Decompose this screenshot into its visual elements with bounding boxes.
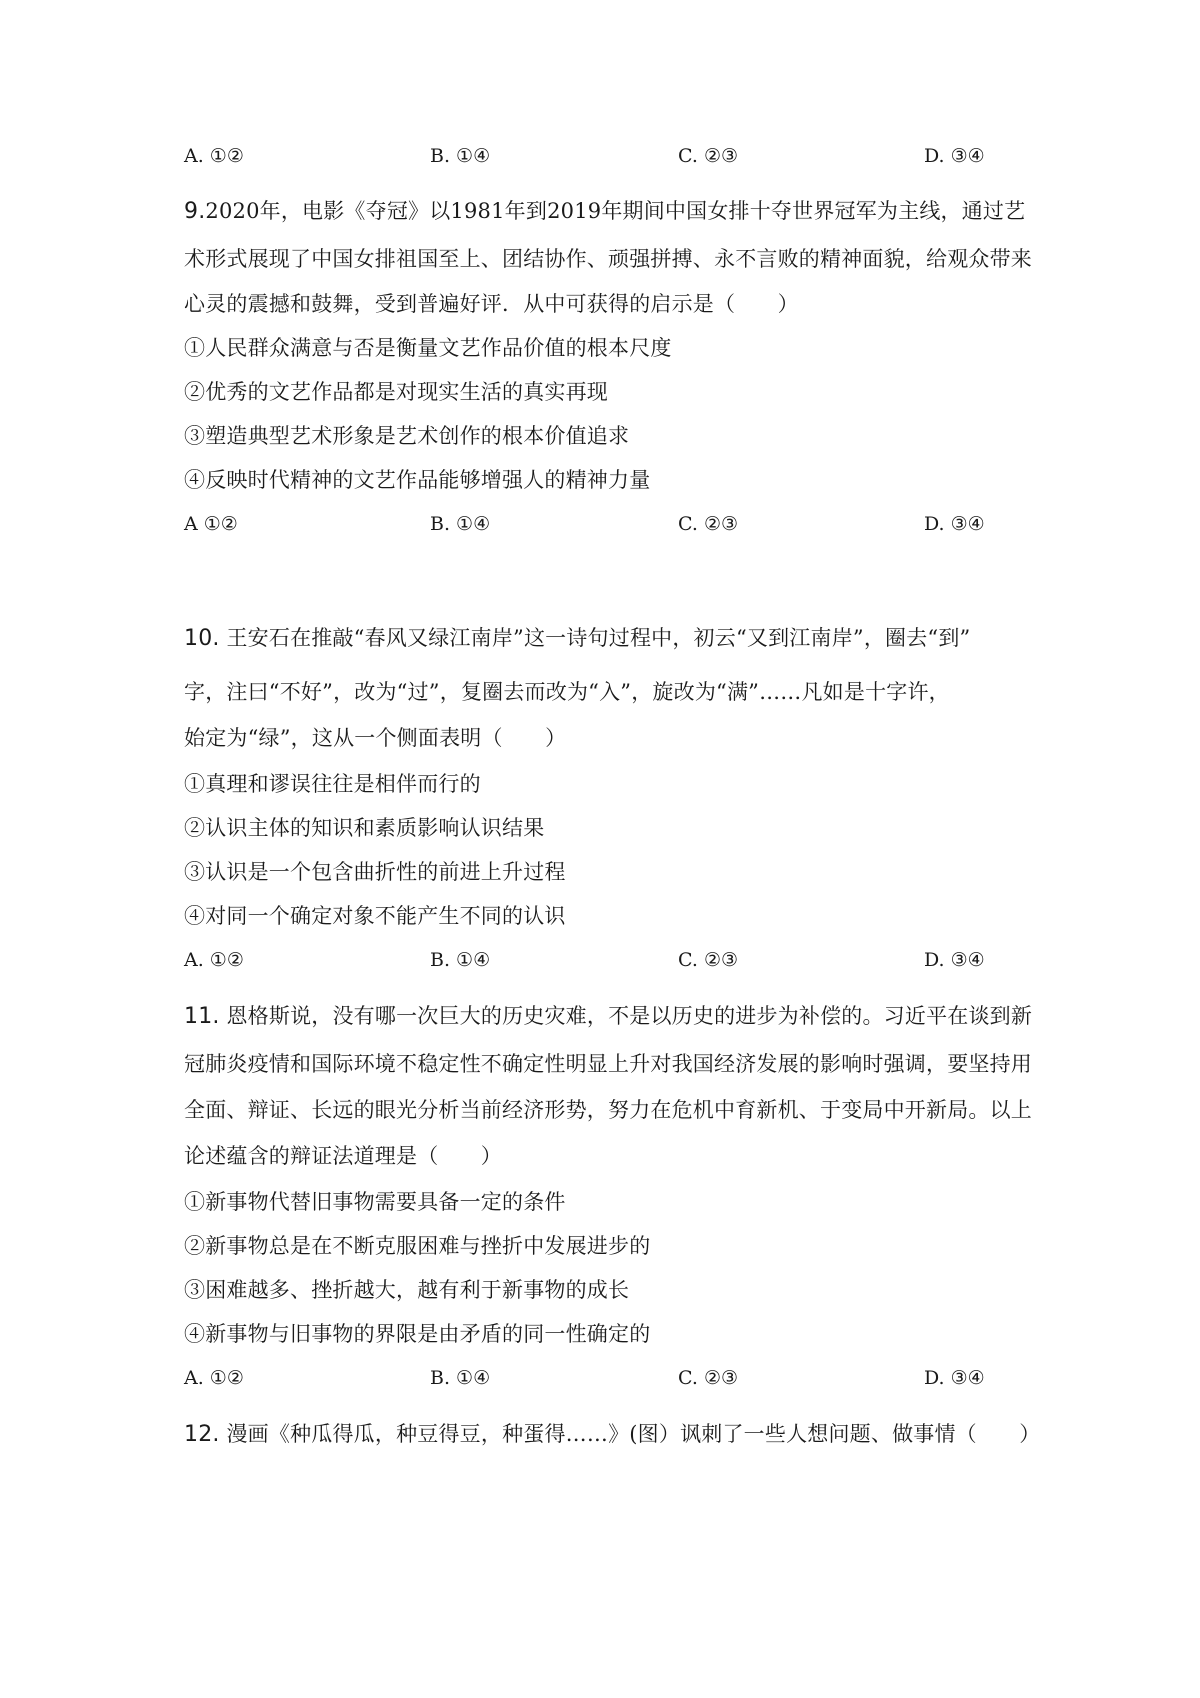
q11-number: 11. xyxy=(184,1004,220,1029)
q11-statement-2: ②新事物总是在不断克服困难与挫折中发展进步的 xyxy=(184,1234,651,1258)
q9-option-b: B. ①④ xyxy=(430,513,491,535)
q9-statement-1: ①人民群众满意与否是衡量文艺作品价值的根本尺度 xyxy=(184,336,672,360)
q9-statement-4: ④反映时代精神的文艺作品能够增强人的精神力量 xyxy=(184,468,651,492)
q10-statement-3: ③认识是一个包含曲折性的前进上升过程 xyxy=(184,860,566,884)
q10-option-a: A. ①② xyxy=(184,949,244,971)
q11-option-b: B. ①④ xyxy=(430,1367,491,1389)
q10-stem-line-2: 字，注曰“不好”，改为“过”，复圈去而改为“入”，旋改为“满”……凡如是十字许， xyxy=(184,680,950,704)
q11-statement-3: ③困难越多、挫折越大，越有利于新事物的成长 xyxy=(184,1278,630,1302)
q10-options xyxy=(184,946,1044,974)
q11-statement-1: ①新事物代替旧事物需要具备一定的条件 xyxy=(184,1190,566,1214)
q8-option-b: B. ①④ xyxy=(430,145,491,167)
q10-option-c: C. ②③ xyxy=(678,949,739,971)
q9-options xyxy=(184,510,1044,538)
q8-option-c: C. ②③ xyxy=(678,145,739,167)
q10-statement-2: ②认识主体的知识和素质影响认识结果 xyxy=(184,816,545,840)
q11-option-d: D. ③④ xyxy=(924,1367,985,1389)
q9-option-a: A ①② xyxy=(184,513,238,535)
q9-stem-line-1: 9.2020年，电影《夺冠》以1981年到2019年期间中国女排十夺世界冠军为主线，通过艺 xyxy=(184,199,1026,224)
q12-stem-line-1: 12. 漫画《种瓜得瓜，种豆得豆，种蛋得……》(图）讽刺了一些人想问题、做事情（ ） xyxy=(184,1422,1041,1447)
q9-stem-line-2: 术形式展现了中国女排祖国至上、团结协作、顽强拼搏、永不言败的精神面貌，给观众带来 xyxy=(184,247,1032,271)
q9-statement-2: ②优秀的文艺作品都是对现实生活的真实再现 xyxy=(184,380,608,404)
q10-statement-4: ④对同一个确定对象不能产生不同的认识 xyxy=(184,904,566,928)
q11-option-c: C. ②③ xyxy=(678,1367,739,1389)
q11-stem-line-1: 11. 恩格斯说，没有哪一次巨大的历史灾难，不是以历史的进步为补偿的。习近平在谈到新 xyxy=(184,1004,1033,1029)
q9-number: 9. xyxy=(184,199,206,224)
q10-option-d: D. ③④ xyxy=(924,949,985,971)
q10-option-b: B. ①④ xyxy=(430,949,491,971)
q11-statement-4: ④新事物与旧事物的界限是由矛盾的同一性确定的 xyxy=(184,1322,651,1346)
q9-stem-line-3: 心灵的震撼和鼓舞，受到普遍好评．从中可获得的启示是（ ） xyxy=(184,292,799,316)
q10-stem-line-1: 10. 王安石在推敲“春风又绿江南岸”这一诗句过程中，初云“又到江南岸”，圈去“到” xyxy=(184,626,971,651)
q11-stem-line-3: 全面、辩证、长远的眼光分析当前经济形势，努力在危机中育新机、于变局中开新局。以上 xyxy=(184,1098,1032,1122)
q8-option-d: D. ③④ xyxy=(924,145,985,167)
q9-statement-3: ③塑造典型艺术形象是艺术创作的根本价值追求 xyxy=(184,424,630,448)
q10-statement-1: ①真理和谬误往往是相伴而行的 xyxy=(184,772,481,796)
q12-number: 12. xyxy=(184,1422,220,1447)
q10-number: 10. xyxy=(184,626,220,651)
q9-option-c: C. ②③ xyxy=(678,513,739,535)
q10-stem-line-3: 始定为“绿”，这从一个侧面表明（ ） xyxy=(184,726,567,750)
q11-options xyxy=(184,1364,1044,1392)
q8-options xyxy=(184,142,1044,170)
q11-option-a: A. ①② xyxy=(184,1367,244,1389)
q8-option-a: A. ①② xyxy=(184,145,244,167)
q11-stem-line-2: 冠肺炎疫情和国际环境不稳定性不确定性明显上升对我国经济发展的影响时强调，要坚持用 xyxy=(184,1052,1032,1076)
q11-stem-line-4: 论述蕴含的辩证法道理是（ ） xyxy=(184,1144,502,1168)
q9-option-d: D. ③④ xyxy=(924,513,985,535)
